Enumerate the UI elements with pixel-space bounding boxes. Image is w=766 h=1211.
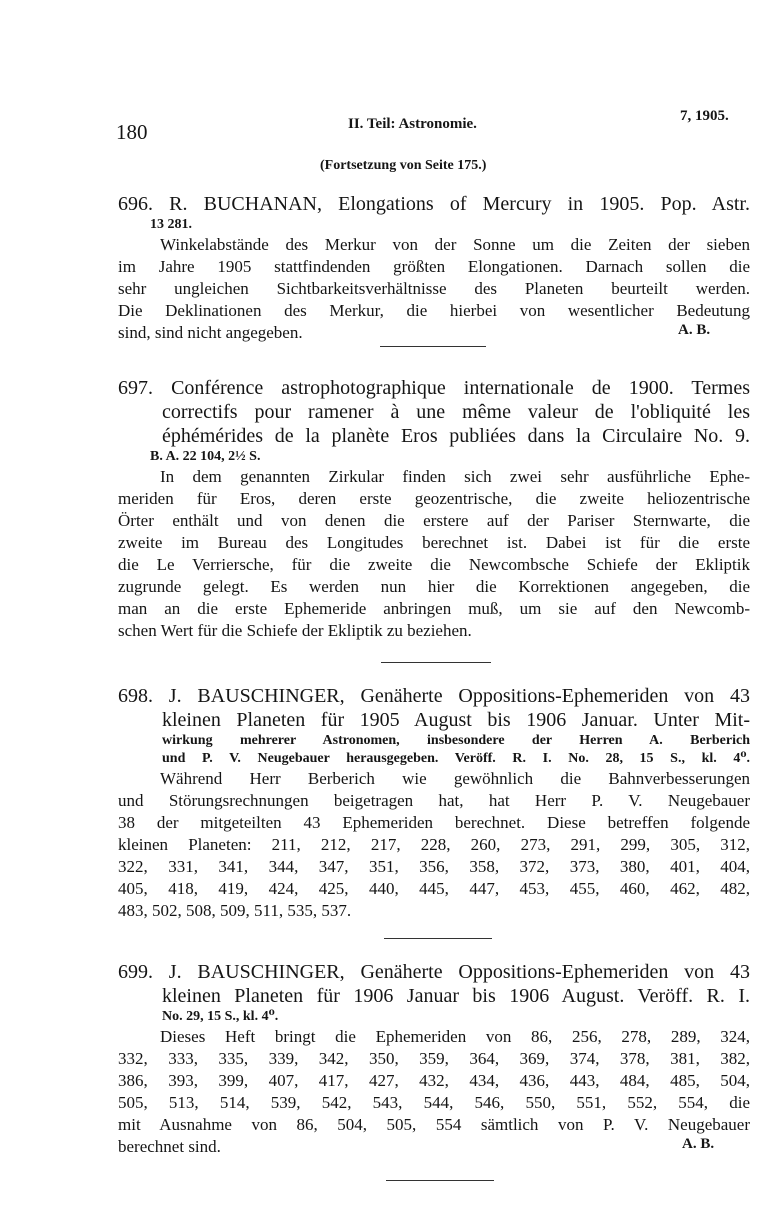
body-line: sehr ungleichen Sichtbarkeitsverhältnisse des Planeten beurteilt werden.	[118, 279, 750, 298]
body-line: Während Herr Berberich wie gewöhnlich die Bahnverbesserungen	[160, 769, 750, 788]
heading-line: éphémérides de la planète Eros publiées dans la Circulaire No. 9.	[162, 425, 750, 447]
body-line: und Störungsrechnungen beigetragen hat, hat Herr P. V. Neugebauer	[118, 791, 750, 810]
heading-line: kleinen Planeten für 1906 Januar bis 1906 August. Veröff. R. I.	[162, 985, 750, 1007]
body-line: Dieses Heft bringt die Ephemeriden von 86, 256, 278, 289, 324,	[160, 1027, 750, 1046]
body-line: In dem genannten Zirkular finden sich zwei sehr ausführliche Ephe-	[160, 467, 750, 486]
entry-698	[118, 684, 750, 922]
signature: A. B.	[678, 322, 711, 338]
body-line: man an die erste Ephemeride anbringen muß, um sie auf den Newcomb-	[118, 599, 750, 618]
body-line: schen Wert für die Schiefe der Ekliptik zu beziehen.	[118, 621, 472, 640]
heading-line: No. 29, 15 S., kl. 4⁰.	[162, 1009, 279, 1024]
signature: A. B.	[682, 1136, 715, 1152]
divider	[384, 938, 492, 939]
entry-body	[118, 768, 750, 922]
body-line: sind, sind nicht angegeben.	[118, 323, 303, 342]
body-line: 322, 331, 341, 344, 347, 351, 356, 358, 372, 373, 380, 401, 404,	[118, 857, 750, 876]
body-line: 405, 418, 419, 424, 425, 440, 445, 447, 453, 455, 460, 462, 482,	[118, 879, 750, 898]
entry-696	[118, 192, 750, 344]
entry-697	[118, 376, 750, 642]
heading-line: 698. J. BAUSCHINGER, Genäherte Oppositions-Ephemeriden von 43	[118, 685, 750, 707]
heading-line: 697. Conférence astrophotographique internationale de 1900. Termes	[118, 377, 750, 399]
heading-line: kleinen Planeten für 1905 August bis 1906 Januar. Unter Mit-	[162, 709, 750, 731]
heading-line: B. A. 22 104, 2½ S.	[150, 449, 261, 464]
entry-body	[118, 234, 750, 344]
divider	[380, 346, 486, 347]
entry-body	[118, 1026, 750, 1158]
body-line: zugrunde gelegt. Es werden nun hier die Korrektionen angegeben, die	[118, 577, 750, 596]
entry-heading	[118, 192, 750, 234]
running-title: II. Teil: Astronomie.	[348, 116, 477, 132]
entry-heading	[118, 684, 750, 768]
body-line: Winkelabstände des Merkur von der Sonne um die Zeiten der sieben	[160, 235, 750, 254]
body-line: die Le Verriersche, für die zweite die Newcombsche Schiefe der Ekliptik	[118, 555, 750, 574]
body-line: 332, 333, 335, 339, 342, 350, 359, 364, 369, 374, 378, 381, 382,	[118, 1049, 750, 1068]
body-line: 505, 513, 514, 539, 542, 543, 544, 546, 550, 551, 552, 554, die	[118, 1093, 750, 1112]
body-line: 386, 393, 399, 407, 417, 427, 432, 434, 436, 443, 484, 485, 504,	[118, 1071, 750, 1090]
body-line: im Jahre 1905 stattfindenden größten Elongationen. Darnach sollen die	[118, 257, 750, 276]
heading-line: 13 281.	[150, 217, 192, 232]
body-line: mit Ausnahme von 86, 504, 505, 554 sämtlich von P. V. Neugebauer	[118, 1115, 750, 1134]
heading-line: 699. J. BAUSCHINGER, Genäherte Oppositions-Ephemeriden von 43	[118, 961, 750, 983]
entry-heading	[118, 376, 750, 466]
divider	[386, 1180, 494, 1181]
heading-line: correctifs pour ramener à une même valeur de l'obliquité les	[162, 401, 750, 423]
continuation-note: (Fortsetzung von Seite 175.)	[320, 158, 487, 173]
body-line: kleinen Planeten: 211, 212, 217, 228, 260, 273, 291, 299, 305, 312,	[118, 835, 750, 854]
body-line: 483, 502, 508, 509, 511, 535, 537.	[118, 901, 352, 920]
issue-date: 7, 1905.	[680, 108, 729, 124]
entry-699	[118, 960, 750, 1158]
body-line: meriden für Eros, deren erste geozentrische, die zweite heliozentrische	[118, 489, 750, 508]
entry-body	[118, 466, 750, 642]
entry-heading	[118, 960, 750, 1026]
body-line: Die Deklinationen des Merkur, die hierbei von wesentlicher Bedeutung	[118, 301, 750, 320]
body-line: berechnet sind.	[118, 1137, 221, 1156]
body-line: Örter enthält und von denen die erstere auf der Pariser Sternwarte, die	[118, 511, 750, 530]
heading-line: und P. V. Neugebauer herausgegeben. Veröff. R. I. No. 28, 15 S., kl. 4⁰.	[162, 751, 750, 766]
heading-line: 696. R. BUCHANAN, Elongations of Mercury in 1905. Pop. Astr.	[118, 193, 750, 215]
body-line: zweite im Bureau des Longitudes berechnet ist. Dabei ist für die erste	[118, 533, 750, 552]
body-line: 38 der mitgeteilten 43 Ephemeriden berechnet. Diese betreffen folgende	[118, 813, 750, 832]
divider	[381, 662, 491, 663]
page-number: 180	[116, 120, 148, 144]
heading-line: wirkung mehrerer Astronomen, insbesondere der Herren A. Berberich	[162, 733, 750, 748]
